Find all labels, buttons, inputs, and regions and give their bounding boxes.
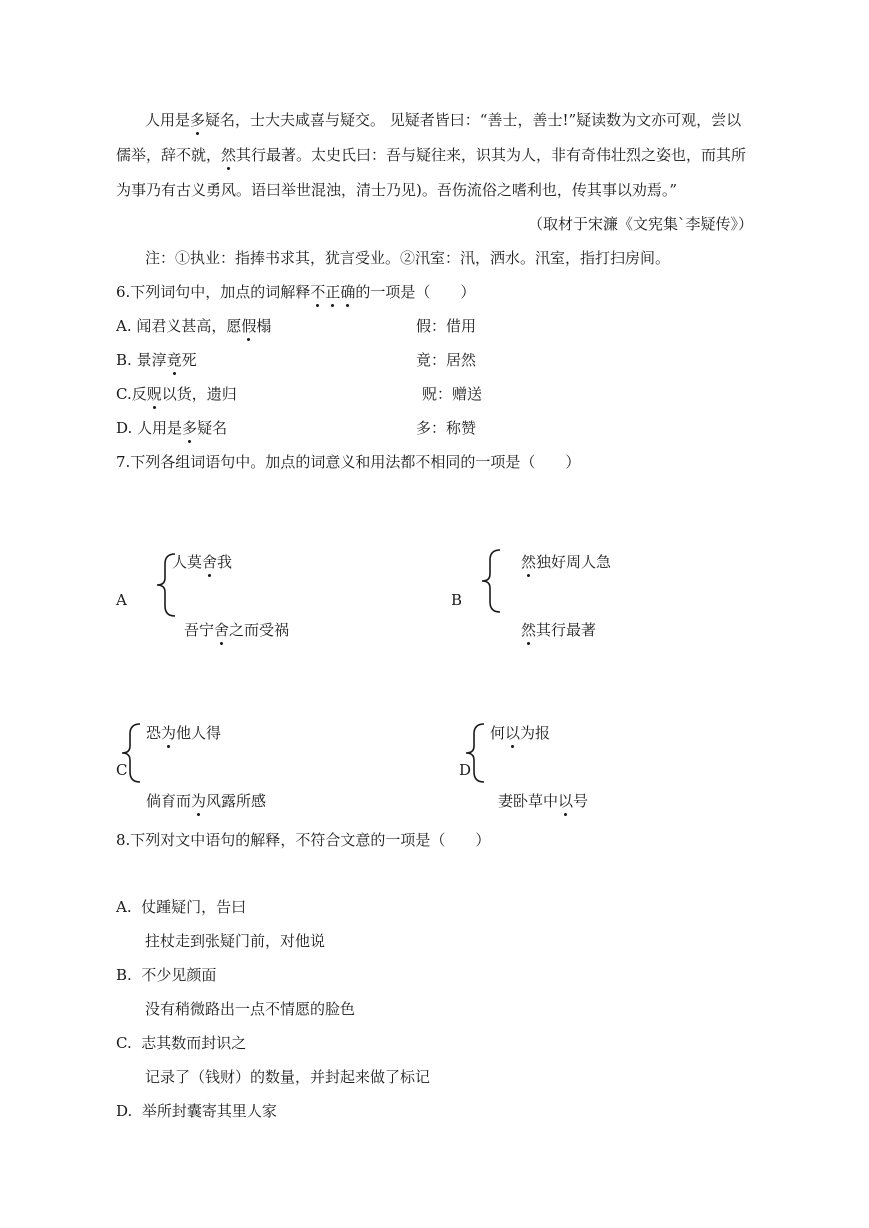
q8-option-d[interactable]: D. 举所封囊寄其里人家 xyxy=(116,1102,277,1120)
q8-option-b-explanation: 没有稍微路出一点不情愿的脸色 xyxy=(145,1000,356,1018)
q6-option-b-answer: 竟：居然 xyxy=(416,351,477,369)
brace-icon xyxy=(464,722,486,784)
q8-stem: 8.下列对文中语句的解释，不符合文意的一项是（ ） xyxy=(116,831,491,849)
q7-option-c-letter[interactable]: C xyxy=(116,761,128,779)
passage-line-1: 人用是多疑名，士大夫咸喜与疑交。 见疑者皆曰：“善士，善士!”疑读数为文亦可观，尝以 xyxy=(145,111,742,129)
q6-option-a-answer: 假：借用 xyxy=(416,317,477,335)
passage-line-3: 为事乃有古义勇风。语曰举世混浊，清士乃见)。吾伤流俗之嗜利也，传其事以劝焉。” xyxy=(116,181,678,199)
passage-source: （取材于宋濂《文宪集`李疑传》） xyxy=(527,215,753,233)
q7-option-a-letter[interactable]: A xyxy=(116,591,127,609)
q8-option-c-explanation: 记录了（钱财）的数量，并封起来做了标记 xyxy=(145,1068,431,1086)
passage-line-2: 儒举，辞不就，然其行最著。太史氏曰：吾与疑往来，识其为人，非有奇伟壮烈之姿也，而其所 xyxy=(116,146,747,164)
q7-option-d-letter[interactable]: D xyxy=(459,761,472,779)
q7-option-b-bottom: 然其行最著 xyxy=(521,621,597,639)
q8-option-a[interactable]: A. 仗踵疑门，告曰 xyxy=(116,898,247,916)
q6-option-c[interactable]: C.反贶以货，遗归 xyxy=(116,385,237,403)
q6-option-c-answer: 贶：赠送 xyxy=(422,385,483,403)
q6-option-a[interactable]: A. 闻君义甚高，愿假榻 xyxy=(116,317,272,335)
q7-option-c-bottom: 倘育而为风露所感 xyxy=(146,792,267,810)
q6-option-d[interactable]: D. 人用是多疑名 xyxy=(116,419,228,437)
brace-icon xyxy=(480,548,502,614)
q8-option-b[interactable]: B. 不少见颜面 xyxy=(116,966,217,984)
q6-option-b[interactable]: B. 景淳竟死 xyxy=(116,351,197,369)
q6-option-d-answer: 多：称赞 xyxy=(416,419,477,437)
q7-option-d-bottom: 妻卧草中以号 xyxy=(498,792,589,810)
q8-option-c[interactable]: C. 志其数而封识之 xyxy=(116,1034,247,1052)
dotted-char: 多 xyxy=(190,111,206,129)
q7-option-d-top: 何以为报 xyxy=(490,724,551,742)
q7-option-c-top: 恐为他人得 xyxy=(146,724,222,742)
q7-stem: 7.下列各组词语句中。加点的词意义和用法都不相同的一项是（ ） xyxy=(116,453,581,471)
q7-option-b-top: 然独好周人急 xyxy=(521,553,612,571)
q7-option-a-top: 人莫舍我 xyxy=(172,553,233,571)
brace-icon xyxy=(120,722,142,784)
q7-option-a-bottom: 吾宁舍之而受祸 xyxy=(184,621,290,639)
q6-stem: 6.下列词句中，加点的词解释不正确的一项是（ ） xyxy=(116,283,476,301)
q7-option-b-letter[interactable]: B xyxy=(451,591,463,609)
passage-note: 注：①执业：指捧书求其，犹言受业。②汛室：汛，洒水。汛室，指打扫房间。 xyxy=(145,249,671,267)
dotted-char: 然 xyxy=(221,146,237,164)
q8-option-a-explanation: 拄杖走到张疑门前，对他说 xyxy=(145,932,326,950)
